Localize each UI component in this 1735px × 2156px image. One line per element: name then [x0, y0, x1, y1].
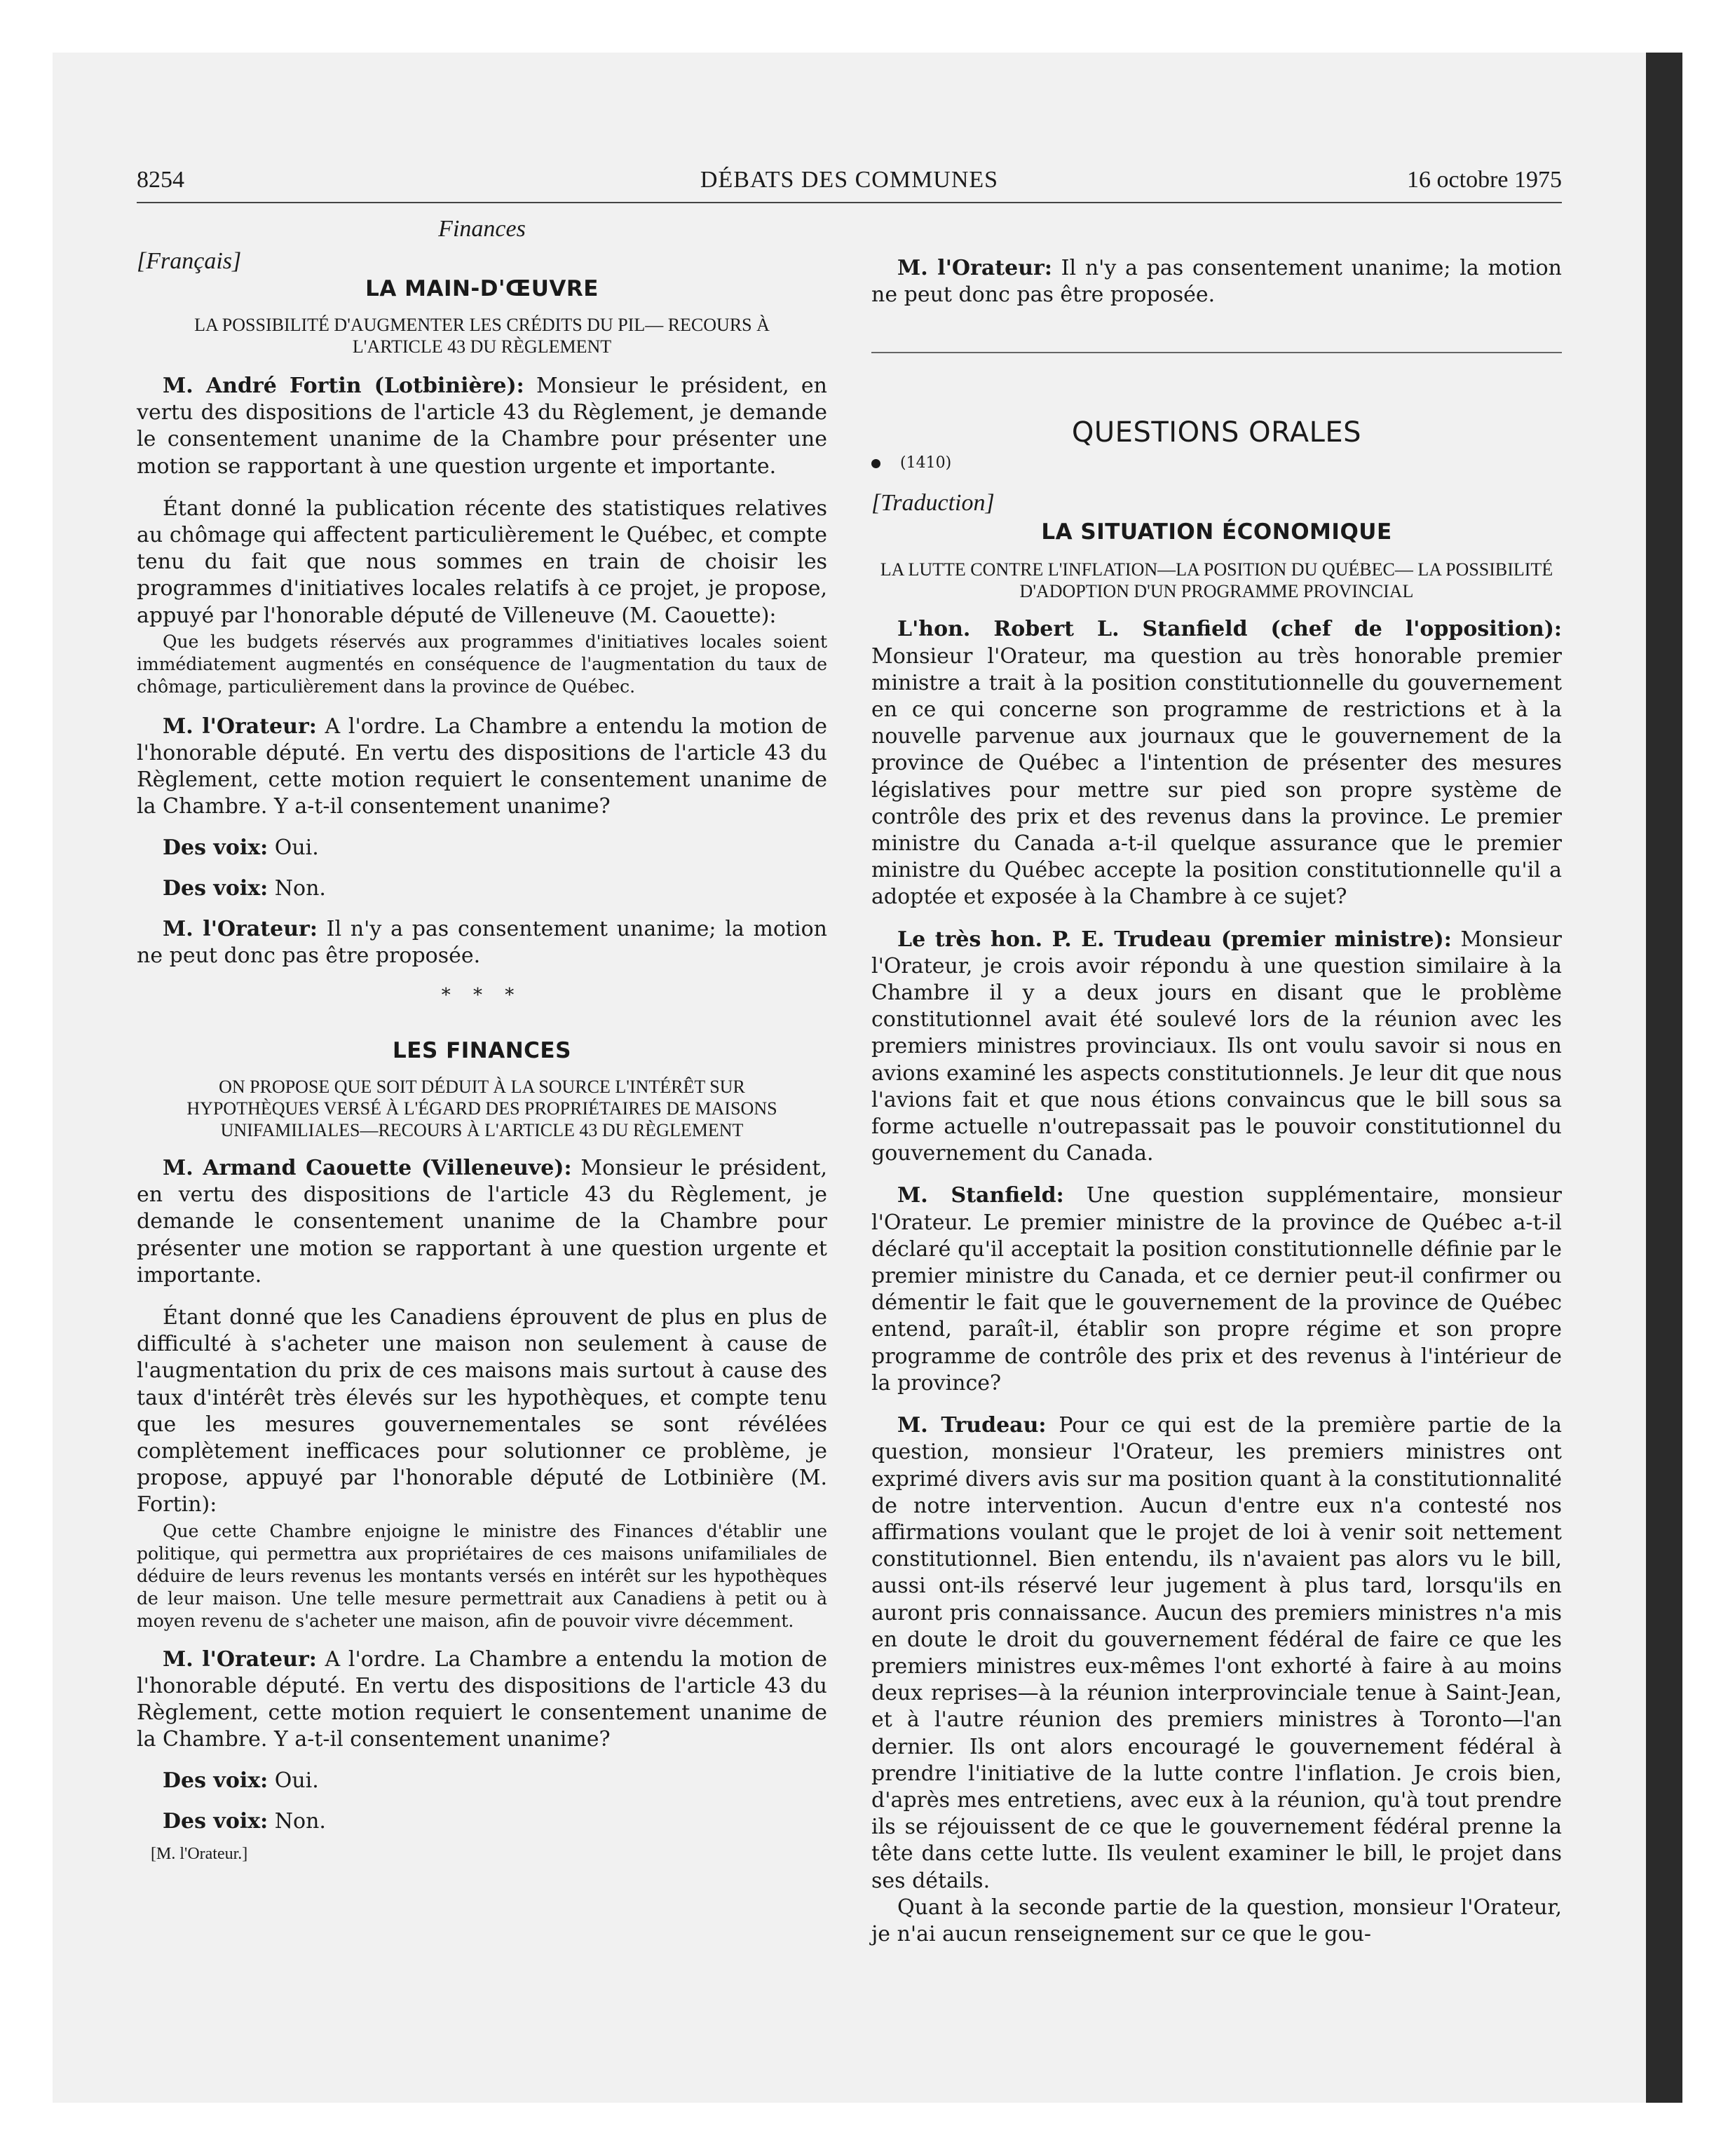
vote-line: [137, 875, 827, 902]
speaker-name: M. Armand Caouette (Villeneuve):: [163, 1156, 572, 1181]
page-number: 8254: [137, 167, 184, 193]
section-separator: * * *: [441, 985, 523, 1007]
speech-text: Pour ce qui est de la première partie de la question, monsieur l'Orateur, les premiers ministres ont exprimé divers avis sur ma position quant à la constitutionnalité de notre intervention. Aucun d'entre eux n'a contesté nos affirmations voulant que le projet de loi à venir soit nettement constitutionnel. Bien entendu, ils n'avaient pas alors vu le bill, aussi ont-ils réservé leur jugement à plus tard, lorsqu'ils en auront pris connaissance. Aucun des premiers ministres n'a mis en doute le droit du gouvernement fédéral de faire ce que les premiers ministres eux-mêmes l'ont exhorté à faire à au moins deux reprises—à la réunion interprovinciale tenue à Saint-Jean, et à l'autre réunion des premiers ministres à Toronto—l'an dernier. Ils ont alors encouragé le gouvernement fédéral à prendre l'initiative de la lutte contre l'inflation. Je crois bien, d'après mes entretiens, avec eux à la réunion, qu'à tout prendre ils se réjouissent de ce que le gouvernement fédéral prenne la tête dans cette lutte. Ils veulent examiner le bill, le projet dans ses détails.: [871, 1413, 1562, 1893]
speaker-name: Des voix:: [163, 1768, 268, 1793]
left-column: [137, 216, 827, 1864]
language-tag: [Traduction]: [871, 490, 995, 517]
speech-paragraph: [871, 255, 1562, 308]
speaker-name: M. André Fortin (Lotbinière):: [163, 374, 524, 398]
speech-text: Non.: [268, 875, 326, 901]
speaker-name: L'hon. Robert L. Stanfield (chef de l'opposition):: [897, 617, 1562, 642]
speech-text: A l'ordre. La Chambre a entendu la motion de l'honorable député. En vertu des dispositions de l'article 43 du Règlement, cette motion requiert le consentement unanime de la Chambre. Y a-t-il consentement unanime?: [137, 714, 827, 819]
continuation-note: [M. l'Orateur.]: [151, 1844, 248, 1863]
speech-paragraph: [137, 373, 827, 480]
vote-line: [137, 1808, 827, 1835]
speaker-name: Des voix:: [163, 875, 268, 901]
motion-text: Que les budgets réservés aux programmes d'initiatives locales soient immédiatement augmentés en conséquence de l'augmentation du taux de chômage, particulièrement dans la province de Québec.: [137, 631, 827, 697]
speaker-name: M. Trudeau:: [897, 1413, 1047, 1438]
section-subheading: LA POSSIBILITÉ D'AUGMENTER LES CRÉDITS DU PIL— RECOURS À L'ARTICLE 43 DU RÈGLEMENT: [194, 315, 770, 357]
vote-line: [137, 835, 827, 861]
speech-paragraph: [137, 714, 827, 821]
speaker-name: M. l'Orateur:: [163, 714, 317, 739]
page-header: [137, 167, 1562, 203]
speaker-name: Des voix:: [163, 835, 268, 860]
speech-text: Monsieur le président, en vertu des dispositions de l'article 43 du Règlement, je demande le consentement unanime de la Chambre pour présenter une motion se rapportant à une question urgente et importante.: [137, 1156, 827, 1288]
speech-text: Oui.: [268, 1768, 319, 1793]
section-subheading: ON PROPOSE QUE SOIT DÉDUIT À LA SOURCE L'INTÉRÊT SUR HYPOTHÈQUES VERSÉ À L'ÉGARD DES PROPRIÉTAIRES DE MAISONS UNIFAMILIALES—RECOURS À L'ARTICLE 43 DU RÈGLEMENT: [186, 1077, 777, 1141]
speech-paragraph: Étant donné la publication récente des statistiques relatives au chômage qui affectent particulièrement le Québec, et compte tenu du fait que nous sommes en train de choisir les programmes d'initiatives locales relatifs à ce projet, je propose, appuyé par l'honorable député de Villeneuve (M. Caouette):: [137, 496, 827, 628]
speech-paragraph: [137, 916, 827, 969]
section-heading: LA MAIN-D'ŒUVRE: [365, 276, 599, 301]
speech-paragraph: [137, 1646, 827, 1754]
speaker-name: M. Stanfield:: [897, 1183, 1064, 1208]
speech-text: Monsieur le président, en vertu des dispositions de l'article 43 du Règlement, je demande le consentement unanime de la Chambre pour présenter une motion se rapportant à une question urgente et importante.: [137, 374, 827, 479]
speech-text: A l'ordre. La Chambre a entendu la motion de l'honorable député. En vertu des dispositions de l'article 43 du Règlement, cette motion requiert le consentement unanime de la Chambre. Y a-t-il consentement unanime?: [137, 1646, 827, 1752]
speaker-name: Le très hon. P. E. Trudeau (premier ministre):: [897, 927, 1452, 952]
time-marker: [871, 454, 1562, 472]
speech-paragraph: Étant donné que les Canadiens éprouvent de plus en plus de difficulté à s'acheter une maison non seulement à cause de l'augmentation du prix de ces maisons mais surtout à cause des taux d'intérêt très élevés sur les hypothèques, et compte tenu que les mesures gouvernementales se sont révélées complètement inefficaces pour solutionner ce problème, je propose, appuyé par l'honorable député de Lotbinière (M. Fortin):: [137, 1305, 827, 1517]
motion-text: Que cette Chambre enjoigne le ministre des Finances d'établir une politique, qui permettra aux propriétaires de ces maisons unifamiliales de déduire de leurs revenus les montants versés en intérêt sur les hypothèques de leur maison. Une telle mesure permettrait aux Canadiens à petit ou à moyen revenu de s'acheter une maison, afin de pouvoir vivre décemment.: [137, 1520, 827, 1631]
speech-paragraph: [137, 1155, 827, 1289]
running-title: Finances: [438, 216, 526, 242]
language-tag: [Français]: [137, 248, 242, 274]
speaker-name: M. l'Orateur:: [163, 1646, 317, 1672]
section-rule: [871, 352, 1562, 353]
section-subheading: LA LUTTE CONTRE L'INFLATION—LA POSITION DU QUÉBEC— LA POSSIBILITÉ D'ADOPTION D'UN PROGRAMME PROVINCIAL: [880, 559, 1553, 602]
speech-paragraph: Quant à la seconde partie de la question, monsieur l'Orateur, je n'ai aucun renseignement sur ce que le gou-: [871, 1895, 1562, 1946]
section-heading: LES FINANCES: [393, 1038, 571, 1064]
speech-text: Il n'y a pas consentement unanime; la motion ne peut donc pas être proposée.: [871, 256, 1562, 308]
speaker-name: M. l'Orateur:: [897, 256, 1052, 280]
speaker-name: M. l'Orateur:: [163, 916, 318, 941]
right-column: [871, 216, 1562, 1948]
vote-line: [137, 1768, 827, 1794]
speech-text: Une question supplémentaire, monsieur l'Orateur. Le premier ministre de la province de Québec a-t-il déclaré qu'il acceptait la position constitutionnelle définie par le premier ministre du Canada, et ce dernier peut-il confirmer ou démentir le fait que le gouvernement de la province de Québec entend, paraît-il, établir son propre régime et son propre programme de contrôle des prix et des revenus à l'intérieur de la province?: [871, 1183, 1562, 1396]
speech-text: Non.: [268, 1808, 326, 1834]
speaker-name: Des voix:: [163, 1808, 268, 1834]
speech-text: Il n'y a pas consentement unanime; la motion ne peut donc pas être proposée.: [137, 916, 827, 968]
speech-text: Monsieur l'Orateur, je crois avoir répondu à une question similaire à la Chambre il y a deux jours en disant que le problème constitutionnel avait été soulevé lors de la réunion avec les premiers ministres provinciaux. Ils ont voulu savoir si nous en avions examiné les aspects constitutionnels. Je leur dit que nous l'avions fait et que nous étions convaincus que le bill sous sa forme actuelle n'outrepassait pas le pouvoir constitutionnel du gouvernement du Canada.: [871, 927, 1563, 1166]
time-text: (1410): [900, 454, 952, 472]
speech-text: Monsieur l'Orateur, ma question au très honorable premier ministre a trait à la position constitutionnelle du gouvernement en ce qui concerne son programme de restrictions et à la nouvelle parvenue aux journaux que le gouvernement de la province de Québec a l'intention de présenter des mesures législatives pour mettre sur pied son propre système de contrôle des prix et des revenus dans la province. Le premier ministre du Canada a-t-il quelque assurance que le premier ministre du Québec accepte la position constitutionnelle qu'il a adoptée et exposée à la Chambre à ce sujet?: [871, 643, 1562, 910]
section-title: QUESTIONS ORALES: [1071, 416, 1362, 449]
speech-paragraph: [871, 927, 1562, 1168]
publication-title: DÉBATS DES COMMUNES: [700, 167, 999, 193]
publication-date: 16 octobre 1975: [1407, 167, 1562, 193]
scan-edge-bar: [1646, 53, 1682, 2103]
speech-paragraph: [871, 1182, 1562, 1397]
speech-paragraph: [871, 1412, 1562, 1895]
speech-text: Oui.: [268, 835, 319, 860]
section-heading: LA SITUATION ÉCONOMIQUE: [1041, 519, 1392, 545]
bullet-icon: [871, 459, 880, 468]
speech-paragraph: [871, 616, 1562, 910]
